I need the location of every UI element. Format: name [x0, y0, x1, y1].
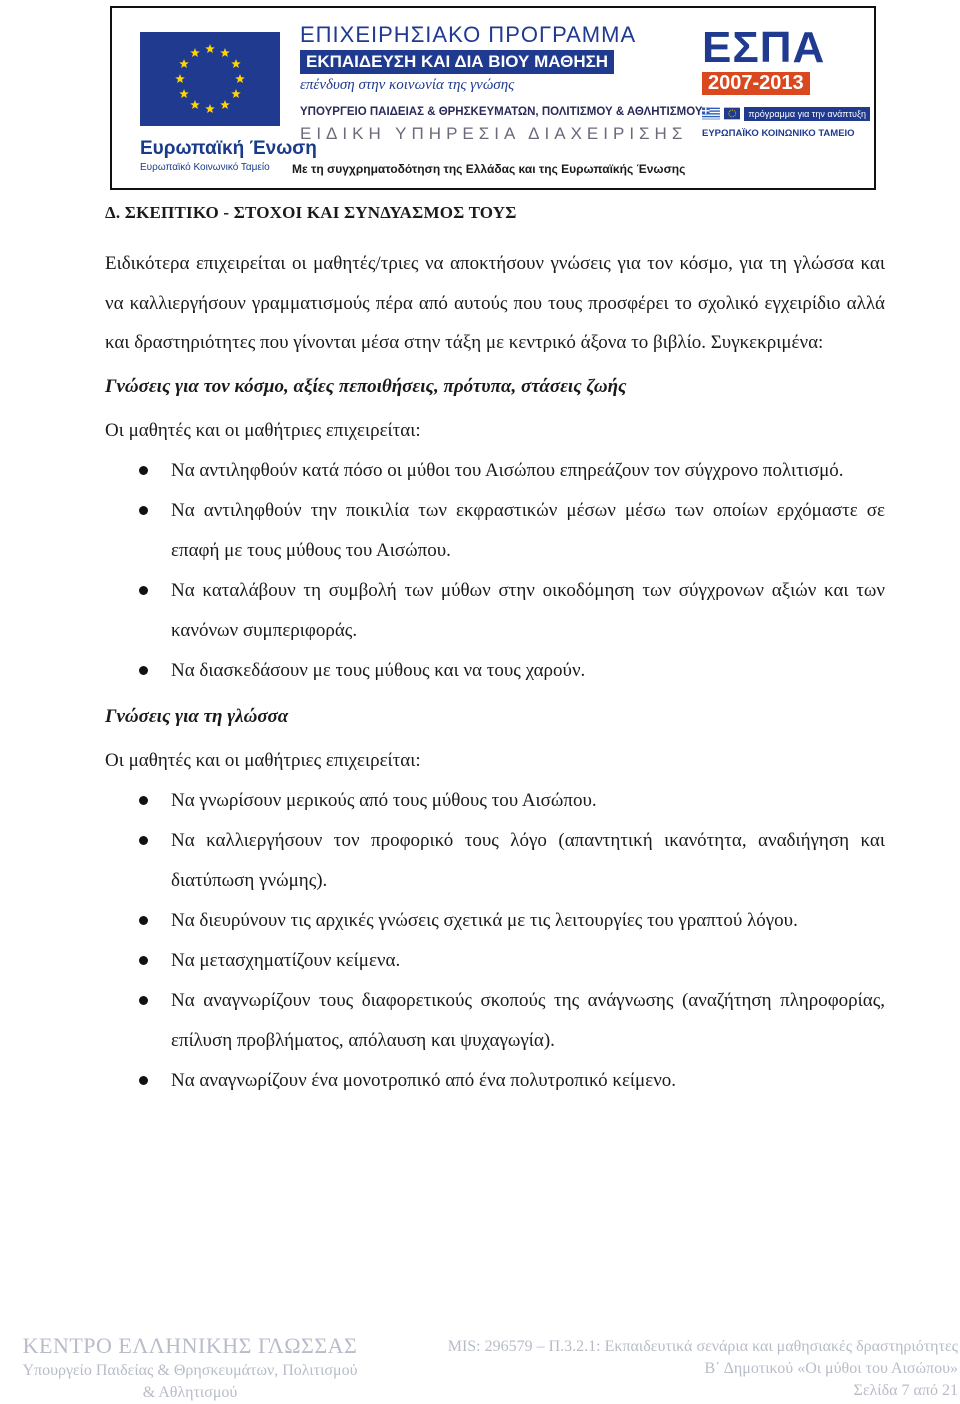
espa-logo-block [702, 23, 870, 139]
header-banner [110, 6, 876, 190]
list-item [105, 781, 885, 821]
list-item-text: Να γνωρίσουν μερικούς από τους μύθους του Αισώπου. [171, 789, 597, 811]
list-item [105, 981, 885, 1061]
bullet-icon [139, 586, 148, 595]
bullet-icon [139, 1076, 148, 1085]
espa-fund-label: ΕΥΡΩΠΑΪΚΟ ΚΟΙΝΩΝΙΚΟ ΤΑΜΕΙΟ [702, 128, 855, 139]
list-item [105, 451, 885, 491]
eu-social-fund: Ευρωπαϊκό Κοινωνικό Ταμείο [140, 162, 270, 173]
ministry-name: ΥΠΟΥΡΓΕΙΟ ΠΑΙΔΕΙΑΣ & ΘΡΗΣΚΕΥΜΑΤΩΝ, ΠΟΛΙΤΙΣΜΟΥ & ΑΘΛΗΤΙΣΜΟΥ [300, 106, 703, 118]
list-item-text: Να αναγνωρίζουν ένα μονοτροπικό από ένα πολυτροπικό κείμενο. [171, 1069, 677, 1091]
list-item [105, 1061, 885, 1101]
list-item-text: Να διασκεδάσουν με τους μύθους και να τους χαρούν. [171, 659, 586, 681]
bullet-icon [139, 836, 148, 845]
list-item [105, 571, 885, 651]
op-tagline: επένδυση στην κοινωνία της γνώσης [300, 77, 515, 93]
eu-mini-flag-icon [724, 105, 741, 122]
bullet-icon [139, 506, 148, 515]
document-body [105, 196, 885, 1101]
list-item-text: Να καλλιεργήσουν τον προφορικό τους λόγο (απαντητική ικανότητα, αναδιήγηση και διατύπωση γνώμης). [171, 829, 885, 891]
list-item-text: Να αντιληφθούν την ποικιλία των εκφραστικών μέσων μέσω των οποίων ερχόμαστε σε επαφή με τους μύθους του Αισώπου. [171, 499, 885, 561]
list-item [105, 651, 885, 691]
list-item-text: Να καταλάβουν τη συμβολή των μύθων στην οικοδόμηση των σύγχρονων αξιών και των κανόνων συμπεριφοράς. [171, 579, 885, 641]
greek-flag-icon [702, 105, 720, 122]
section-title: Δ. ΣΚΕΠΤΙΚΟ - ΣΤΟΧΟΙ ΚΑΙ ΣΥΝΔΥΑΣΜΟΣ ΤΟΥΣ [105, 203, 517, 222]
cofunding-note: Με τη συγχρηματοδότηση της Ελλάδας και της Ευρωπαϊκής Ένωσης [292, 162, 686, 176]
list-item-text: Να διευρύνουν τις αρχικές γνώσεις σχετικά με τις λειτουργίες του γραπτού λόγου. [171, 909, 798, 931]
list-item-text: Να μετασχηματίζουν κείμενα. [171, 949, 401, 971]
subheading-language-knowledge: Γνώσεις για τη γλώσσα [105, 705, 289, 727]
bullet-icon [139, 956, 148, 965]
footer-project-info [448, 1336, 958, 1402]
footer-center-name: ΚΕΝΤΡΟ ΕΛΛΗΝΙΚΗΣ ΓΛΩΣΣΑΣ [22, 1333, 358, 1358]
espa-flags-row [702, 105, 870, 122]
bullet-icon [139, 796, 148, 805]
intro-paragraph: Ειδικότερα επιχειρείται οι μαθητές/τριες να αποκτήσουν γνώσεις για τον κόσμο, για τη γλώσσα και να καλλιεργήσουν γραμματισμούς πέρα από αυτούς που τους προσφέρει το σχολικό εγχειρίδιο αλλά και δραστηριότητες που γίνονται μέσα στην τάξη με κεντρικό άξονα το βιβλίο. Συγκεκριμένα: [105, 253, 885, 353]
espa-years: 2007-2013 [702, 72, 810, 95]
list-item [105, 491, 885, 571]
espa-programme-label: πρόγραμμα για την ανάπτυξη [744, 107, 870, 121]
subheading-world-knowledge: Γνώσεις για τον κόσμο, αξίες πεποιθήσεις, πρότυπα, στάσεις ζωής [105, 375, 627, 397]
footer-organization [0, 1332, 380, 1404]
eu-logo-block [140, 32, 317, 173]
op-subtitle: ΕΚΠΑΙΔΕΥΣΗ ΚΑΙ ΔΙΑ ΒΙΟΥ ΜΑΘΗΣΗ [300, 50, 614, 74]
lead-sentence-1: Οι μαθητές και οι μαθήτριες επιχειρείται: [105, 419, 421, 441]
eu-flag-icon [140, 32, 280, 126]
list-item-text: Να αναγνωρίζουν τους διαφορετικούς σκοπούς της ανάγνωσης (αναζήτηση πληροφορίας, επίλυση προβλήματος, απόλαυση και ψυχαγωγία). [171, 989, 885, 1051]
footer-mis: MIS: 296579 – Π.3.2.1: Εκπαιδευτικά σενάρια και μαθησιακές δραστηριότητες [447, 1338, 958, 1355]
list-item [105, 901, 885, 941]
bullet-icon [139, 916, 148, 925]
footer-ministry-line2: & Αθλητισμού [142, 1384, 238, 1401]
op-title: ΕΠΙΧΕΙΡΗΣΙΑΚΟ ΠΡΟΓΡΑΜΜΑ [300, 22, 637, 47]
objectives-list-language [105, 781, 885, 1101]
bullet-icon [139, 666, 148, 675]
list-item [105, 941, 885, 981]
footer-class-title: Β΄ Δημοτικού «Οι μύθοι του Αισώπου» [704, 1360, 958, 1377]
managing-authority: ΕΙΔΙΚΗ ΥΠΗΡΕΣΙΑ ΔΙΑΧΕΙΡΙΣΗΣ [300, 124, 688, 143]
list-item-text: Να αντιληφθούν κατά πόσο οι μύθοι του Αισώπου επηρεάζουν τον σύγχρονο πολιτισμό. [171, 459, 844, 481]
operational-programme-block [300, 22, 703, 144]
lead-sentence-2: Οι μαθητές και οι μαθήτριες επιχειρείται: [105, 749, 421, 771]
page-number: Σελίδα 7 από 21 [853, 1382, 958, 1399]
list-item [105, 821, 885, 901]
bullet-icon [139, 996, 148, 1005]
objectives-list-world [105, 451, 885, 691]
espa-logo: ΕΣΠΑ [702, 23, 826, 72]
bullet-icon [139, 466, 148, 475]
footer-ministry-line1: Υπουργείο Παιδείας & Θρησκευμάτων, Πολιτισμού [22, 1362, 358, 1379]
eu-name: Ευρωπαϊκή Ένωση [140, 138, 317, 159]
